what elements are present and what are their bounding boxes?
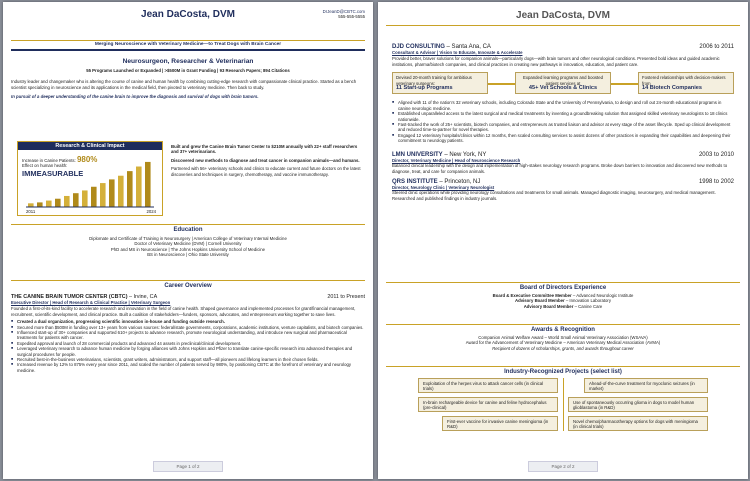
impact-bar: [109, 179, 115, 207]
job-bullet: ■ Increased revenue by 12% to 875% every year since 2011, and scaled the number of patients served by 980%, by positioning CBTC at the forefront of veterinary and neurology medicine.: [11, 362, 365, 373]
djd-org: DJD CONSULTING: [392, 44, 445, 50]
djd-role: Consultant & Advisor | Vision to Educate, Innovate & Accelerate: [392, 50, 523, 55]
project-item: First-ever vaccine for invasive canine meningioma (in R&D): [442, 416, 558, 431]
resume-name-p2: Jean DaCosta, DVM: [516, 10, 610, 21]
lmn-role: Director, Veterinary Medicine | Head of Neuroscience Research: [392, 157, 521, 163]
djd-dates: 2006 to 2011: [699, 44, 734, 50]
impact-point: Built and grew the Canine Brain Tumor Center to $210M annually with 22+ staff researchers and 37+ veterinarians.: [171, 144, 358, 155]
resume-name: Jean DaCosta, DVM: [141, 9, 235, 20]
pursuit-statement: In pursuit of a deeper understanding of the canine brain to improve the diagnosis and survival of dogs with brain tumors.: [11, 94, 259, 100]
qrs-location: – Princeton, NJ: [437, 178, 481, 185]
resume-page-1: [3, 2, 373, 479]
board-item: Board & Executive Committee Member – Advanced Neurologic Institute: [492, 293, 634, 298]
projects-heading: Industry-Recognized Projects (select list): [504, 369, 622, 375]
impact-point: Discovered new methods to diagnose and treat cancer in companion animals—and humans.: [171, 157, 360, 163]
chart-year-end: 2024: [146, 208, 156, 214]
education-item: Diplomate and Certificate of Training in Neurosurgery | American College of Veterinary Internal Medicine: [89, 236, 287, 241]
impact-bar: [100, 183, 106, 207]
impact-point: Partnered with 56+ veterinary schools and clinics to educate current and future doctors on the latest discoveries and techniques in surgery, chemotherapy, and vaccine immunotherapy.: [171, 166, 361, 177]
djd-description: Provided better, braver solutions for companion animals—particularly dogs—with brain tumors and other neurological conditions. Presented bold ideas and guided academic institutions, pharma/biotech companies, and clinical practices in creating new pathways in innovation, education, and patient care.: [392, 56, 720, 67]
lmn-description: Balanced clinical leadership with the design and implementation of high-stakes neurology research programs. Broke down barriers to innovation and discovered new methods to diagnose, treat, and care for companion animals.: [392, 163, 728, 174]
award-item: Recipient of dozens of scholarships, grants, and awards throughout career: [492, 345, 634, 351]
education-item: Doctor of Veterinary Medicine (DVM) | Cornell University: [134, 241, 242, 247]
qrs-description: Steered clinic operations while providing neurology consultations and treatments for small animals. Managed diagnostic imaging, neurosurgery, and medical management. Researched and published findings in industry journals.: [392, 190, 716, 201]
page-number: Page 2 of 2: [528, 461, 597, 472]
chart-year-start: 2011: [26, 208, 36, 214]
job-bullet: ■ Influenced start-up of 30+ companies and supported 610+ projects to advance research, promote neurological understanding, and introduce new surgical and pharmaceutical treatments for patients with cancer.: [11, 330, 365, 341]
qrs-org: QRS INSTITUTE: [392, 178, 438, 185]
job-bullet: ■ Expedited approval and launch of 28 commercial products and advanced 44 assets in preclinical/clinical development.: [11, 341, 365, 346]
djd-bullet: ■ Fast-tracked the work of 25+ scientists, biotech companies, and entrepreneurs as trusted liaison and advisor at every stage of the asset lifecycle. Sped up clinical development and reduced time-to-partner for novel therapies.: [392, 122, 734, 133]
djd-bullet: ■ Established unparalleled access to the latest surgical and medical treatments by inventing a groundbreaking solution that assigned skilled veterinary neurologists to 18 clinics nationwide.: [392, 111, 734, 122]
impact-bar: [145, 162, 151, 207]
highlight-box-value: 14 Biotech Companies: [642, 85, 702, 92]
impact-bar-chart: [18, 152, 162, 214]
career-heading: Career Overview: [164, 283, 212, 289]
impact-bar: [37, 202, 43, 207]
impact-bar: [64, 196, 70, 207]
professional-title: Neurosurgeon, Researcher & Veterinarian: [122, 58, 254, 65]
impact-bar: [82, 190, 88, 207]
djd-location: – Santa Ana, CA: [444, 44, 491, 50]
board-heading: Board of Directors Experience: [519, 285, 607, 291]
job-bullet: ■ Created a dual organization, progressing scientific innovation in-house and funding outside research.: [11, 319, 365, 324]
impact-bar: [55, 199, 61, 207]
summary: Industry leader and changemaker who is altering the course of canine and human health by combining cutting-edge research with compassionate clinical practice. Started as a bench scientist specializing in neuroscience and its applications in the medical field, then pivoted to veterinary medicine. Then back to study.: [11, 79, 357, 90]
education-item: PhD and MS in Neuroscience | The Johns Hopkins University School of Medicine: [110, 246, 266, 252]
impact-bar: [118, 176, 124, 207]
highlight-box: [638, 72, 734, 94]
lmn-org: LMN UNIVERSITY: [392, 151, 443, 158]
qrs-dates: 1998 to 2002: [698, 178, 734, 185]
job-dates: 2011 to Present: [327, 294, 365, 300]
tagline: Merging Neuroscience with Veterinary Medicine—to Treat Dogs with Brain Cancer: [94, 42, 282, 47]
impact-human-label: Effect on human health:: [22, 163, 68, 169]
awards-heading: Awards & Recognition: [531, 327, 595, 333]
impact-bar: [73, 193, 79, 207]
email-link[interactable]: DrJeanD@CBTC.com: [322, 9, 365, 14]
job-location: – Irvine, CA: [127, 294, 158, 300]
education-heading: Education: [173, 227, 203, 233]
job-org: THE CANINE BRAIN TUMOR CENTER (CBTC): [11, 294, 128, 300]
impact-patients-label: Increase in Canine Patients:: [22, 158, 76, 163]
impact-bar: [91, 187, 97, 207]
project-item: Ahead-of-the-curve treatment for myoclonic seizures (in market): [584, 378, 708, 393]
highlight-box-text: Expanded learning programs and boosted patient services at: [522, 75, 604, 86]
job-bullet: ■ Secured more than $500M in funding over 13+ years from various sources: federal/state governments, corporations, academic institutions, venture capitalists, and biotech companies.: [11, 325, 365, 330]
impact-patients-pct: 980%: [76, 155, 98, 164]
job-role: Executive Director | Head of Research & Clinical Practice | Veterinary Surgeon: [11, 300, 171, 305]
award-item: Award for the Advancement of Veterinary Medicine – American Veterinary Medical Association (AVMA): [465, 340, 661, 346]
highlight-box-text: Fostered relationships with decision-makers from: [642, 75, 726, 86]
board-item: Advisory Board Member – Innovation Laboratory: [514, 298, 611, 304]
highlight-box-value: 11 Start-up Programs: [396, 85, 453, 92]
djd-bullet: ■ Engaged 12 veterinary hospitals/clinics within 12 months, then scaled consulting services to assist dozens of other practices in expanding their capabilities and deepening their commitment to neurology patients.: [392, 133, 734, 144]
highlight-box-text: Devised 20-month training for ambitious veterinary surgeons:: [396, 75, 472, 86]
education-item: BS in Neuroscience | Ohio State University: [147, 252, 229, 258]
highlight-box: [515, 72, 611, 94]
impact-title: Research & Clinical Impact: [18, 142, 162, 150]
qrs-role: Director, Neurology Clinic | Veterinary Neurologist: [392, 184, 495, 190]
page-number: Page 1 of 2: [153, 461, 222, 472]
lmn-location: – New York, NY: [442, 151, 487, 158]
impact-box: [17, 141, 163, 216]
key-stats: 55 Programs Launched or Expanded | >$500M in Grant Funding | 93 Research Papers; 894 Citations: [86, 68, 290, 73]
lmn-dates: 2003 to 2010: [698, 151, 734, 158]
board-item: Advisory Board Member – Canine Care: [523, 303, 603, 309]
djd-bullet: ■ Aligned with 11 of the nation's 32 veterinary schools, including Colorado State and the University of Pennsylvania, to design and roll out 24-month educational programs in canine neurologic medicine.: [392, 100, 734, 111]
project-item: In-brain rechargeable device for canine and feline hydrocephalus (pre-clinical): [418, 397, 558, 412]
impact-bar: [28, 203, 34, 207]
job-description: Founded a first-of-its-kind facility to accelerate research and innovation in the field of canine health. Shaped governance and implemented processes for grant/financial management, recruitment, scientific development, and clinical practice. Built a coalition of stakeholders—funders, sponsors, advocates, and entrepreneurs working together to save lives.: [11, 306, 356, 317]
impact-bar: [136, 167, 142, 207]
impact-bar: [127, 171, 133, 207]
highlight-box: [392, 72, 488, 94]
resume-page-2: [378, 2, 748, 479]
project-item: Exploitation of the herpes virus to attack cancer cells (in clinical trials): [418, 378, 558, 393]
impact-immeasurable: IMMEASURABLE: [22, 168, 84, 178]
project-item: Novel chemo/pharmacotherapy options for dogs with meningioma (in clinical trials): [568, 416, 708, 431]
highlight-box-value: 45+ Vet Schools & Clinics: [528, 85, 598, 92]
job-bullet: ■ Leveraged veterinary research to advance human medicine by forging alliances with Johns Hopkins and Pfizer to translate canine-specific research into advanced therapies and surgical procedures for people.: [11, 346, 365, 357]
project-item: Use of spontaneously occurring glioma in dogs to model human glioblastoma (in R&D): [568, 397, 708, 412]
award-item: Companion Animal Welfare Award – World Small Animal Veterinary Association (WSAVA): [478, 335, 648, 340]
phone-number: 555-555-5555: [338, 14, 365, 20]
impact-bar: [46, 201, 52, 207]
job-bullet: ■ Recruited best-in-the-business veterinarians, scientists, grant writers, administrators, and support staff—all pioneers and lifelong learners in their chosen fields.: [11, 357, 365, 362]
